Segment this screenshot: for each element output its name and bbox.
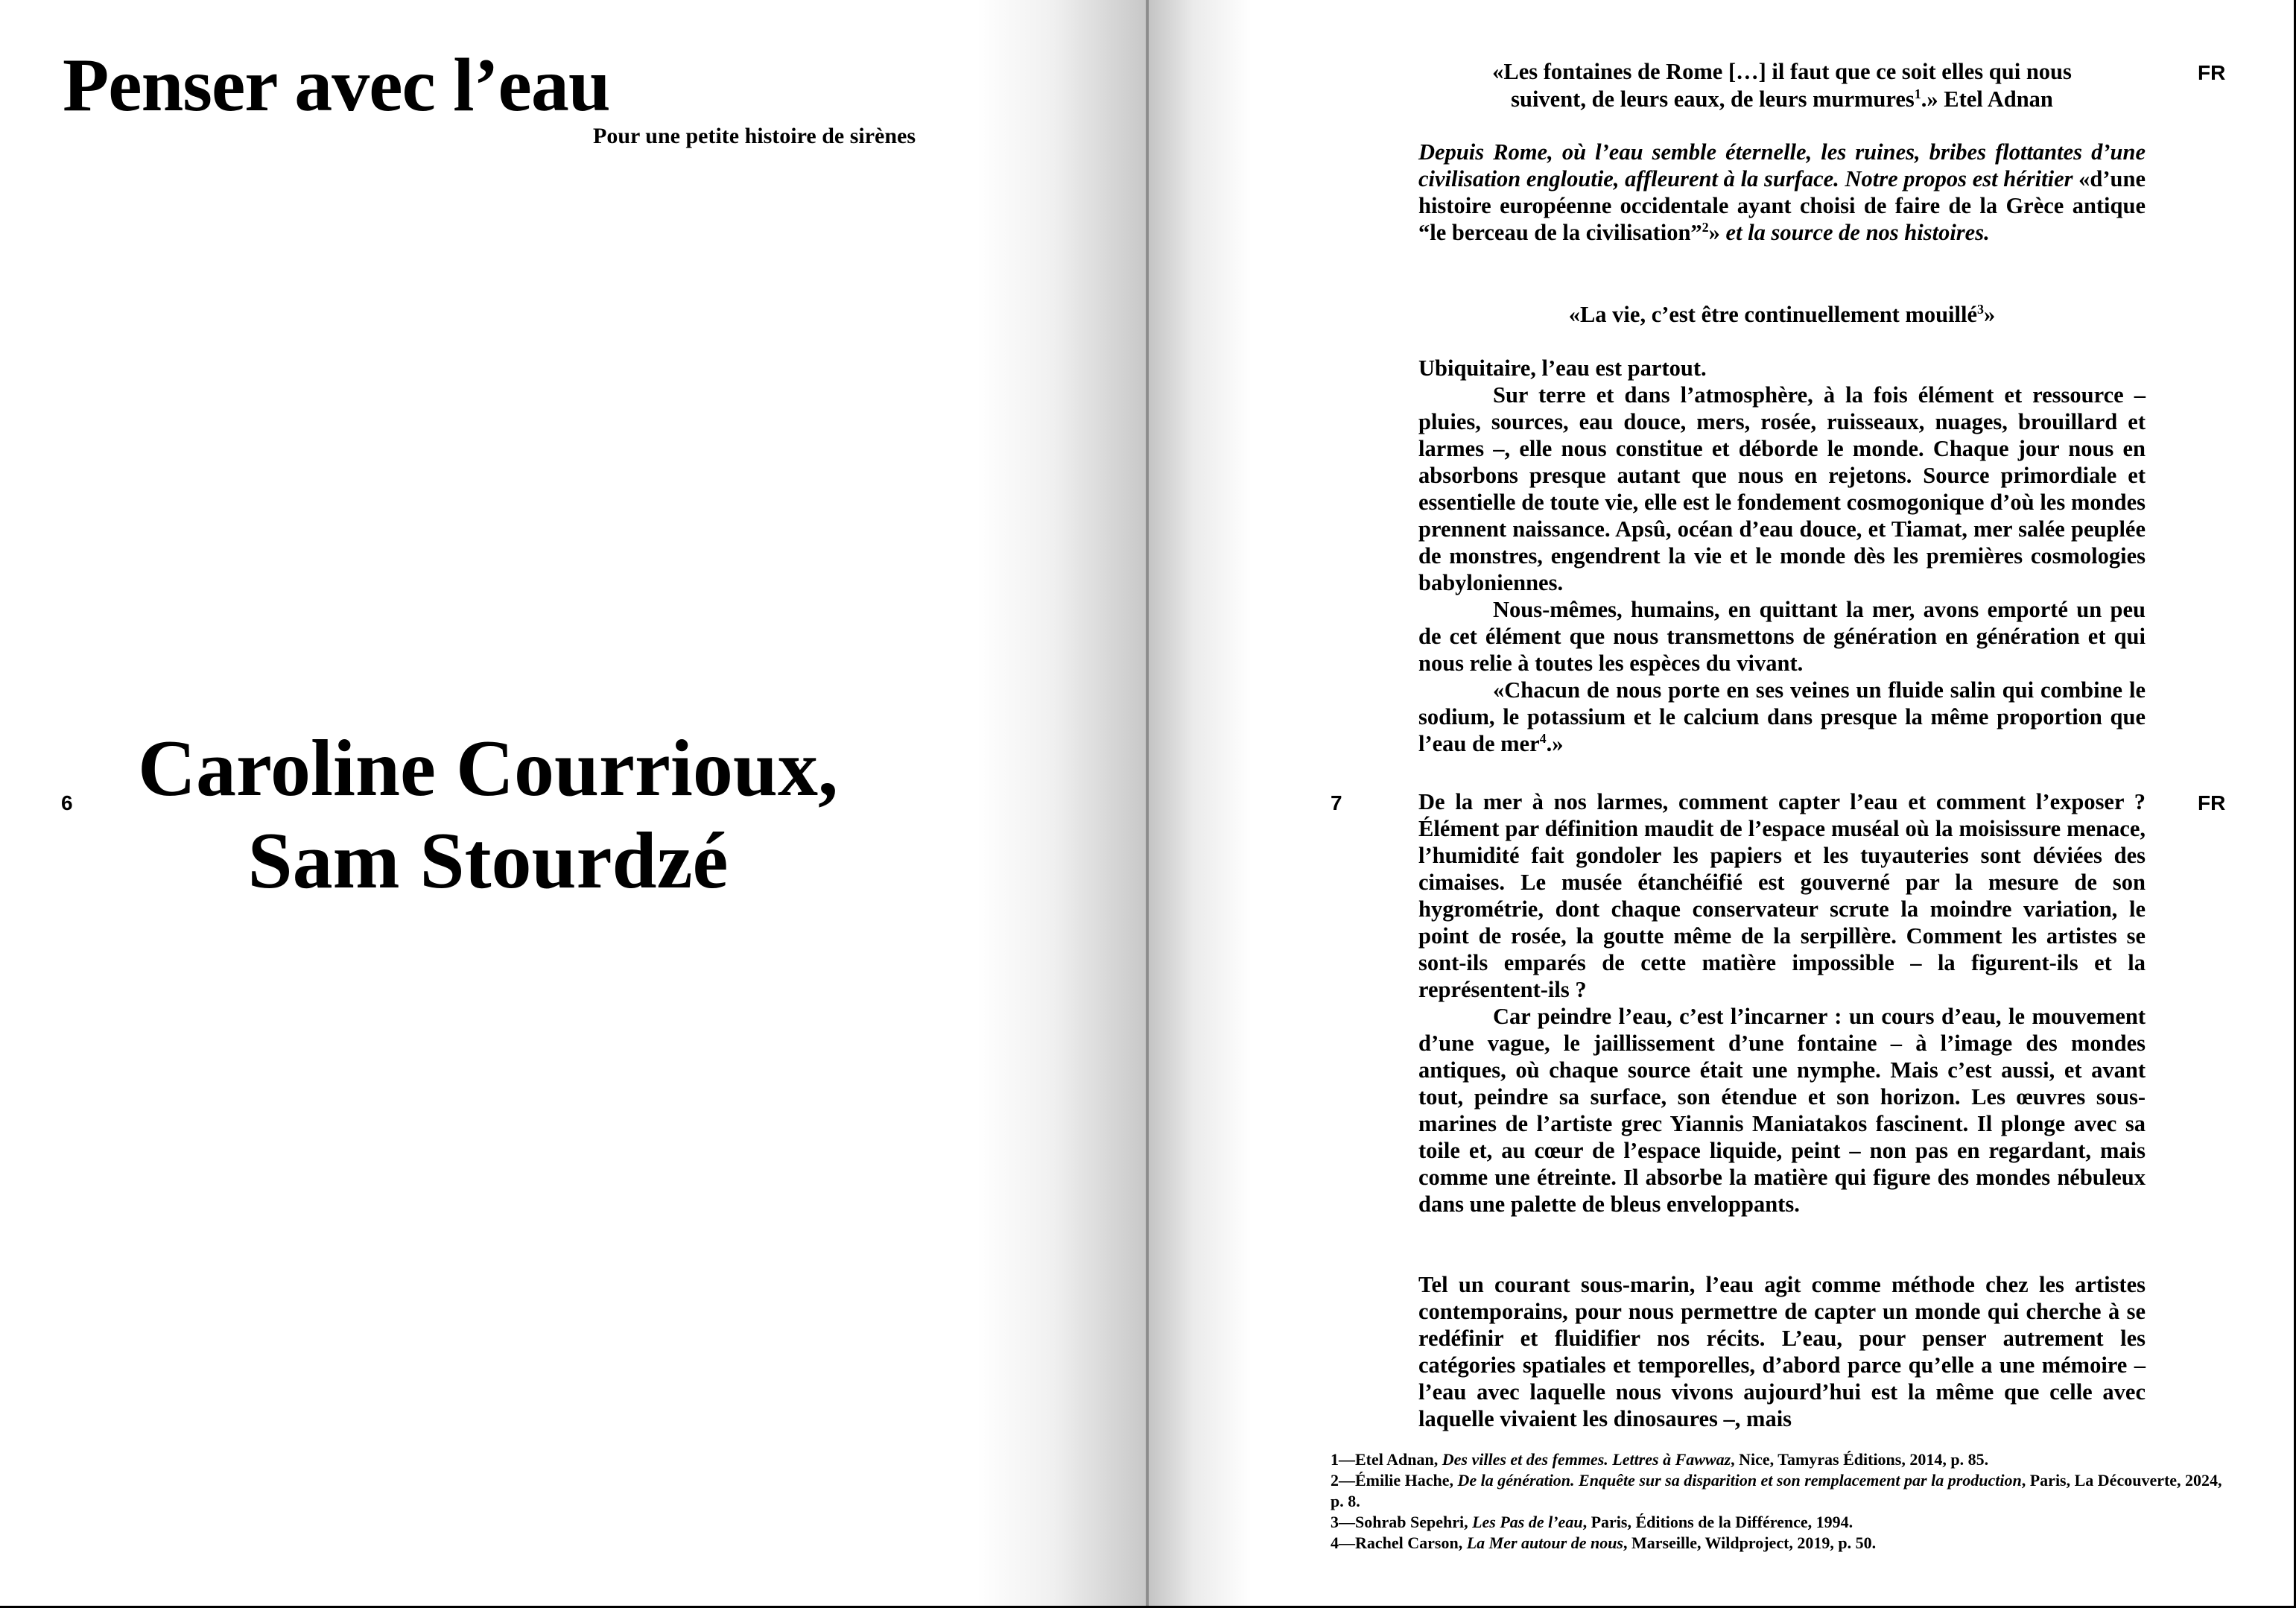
footnote-title: La Mer autour de nous <box>1466 1533 1623 1552</box>
authors <box>112 723 864 908</box>
footnote-title: Les Pas de l’eau <box>1472 1513 1583 1531</box>
footnote-author: Émilie Hache, <box>1355 1471 1458 1490</box>
footnote <box>1331 1533 2232 1554</box>
footnote-details: , Paris, Éditions de la Différence, 1994. <box>1582 1513 1853 1531</box>
body-section <box>1418 1271 2146 1432</box>
page-subtitle: Pour une petite histoire de sirènes <box>593 124 916 148</box>
gutter-shadow <box>1147 0 1252 1608</box>
paragraph: Ubiquitaire, l’eau est partout. <box>1418 355 1707 381</box>
language-label: FR <box>2198 791 2226 814</box>
footnote-ref[interactable]: 1 <box>1914 86 1921 101</box>
intro-italic: et la source de nos histoires. <box>1719 220 1990 245</box>
footnote-number: 4— <box>1331 1533 1355 1552</box>
footnote-ref[interactable]: 4 <box>1539 730 1547 746</box>
epigraph <box>1418 58 2146 113</box>
paragraph: Nous-mêmes, humains, en quittant la mer, avons emporté un peu de cet élément que nous transmettons de génération en génération et qui nous relie à toutes les espèces du vivant. <box>1418 597 2146 676</box>
body-section <box>1418 355 2146 757</box>
epigraph-text: suivent, de leurs eaux, de leurs murmures <box>1511 86 1915 112</box>
page-number-right: 7 <box>1331 791 1342 814</box>
epigraph-line <box>1418 86 2146 113</box>
footnotes <box>1331 1449 2232 1554</box>
author-2: Sam Stourdzé <box>247 817 729 905</box>
footnote-details: , Marseille, Wildproject, 2019, p. 50. <box>1623 1533 1877 1552</box>
paragraph: Sur terre et dans l’atmosphère, à la fois élément et ressource – pluies, sources, eau douce, mers, rosée, ruisseaux, nuages, brouillard et larmes –, elle nous constitue et déborde le monde. Chaque jour nous en absorbons presque autant que nous en rejetons. Source primordiale et essentielle de toute vie, elle est le fondement cosmogonique d’où les mondes prennent naissance. Apsû, océan d’eau douce, et Tiamat, mer salée peuplée de monstres, engendrent la vie et le monde dès les premières cosmologies babyloniennes. <box>1418 382 2146 595</box>
paragraph: Tel un courant sous-marin, l’eau agit comme méthode chez les artistes contemporains, pour nous permettre de capter un monde qui cherche à se redéfinir et fluidifier nos récits. L’eau, pour penser autrement les catégories spatiales et temporelles, d’abord parce qu’elle a une mémoire – l’eau avec laquelle nous vivons aujourd’hui est la même que celle avec laquelle vivaient les dinosaures –, mais <box>1418 1272 2146 1431</box>
author-1: Caroline Courrioux, <box>138 724 838 813</box>
footnote <box>1331 1470 2232 1512</box>
centered-quote <box>1418 301 2146 328</box>
epigraph-line: «Les fontaines de Rome […] il faut que ce soit elles qui nous <box>1492 59 2072 84</box>
footnote-details: , Paris, La Découverte, 2024, p. 8. <box>1331 1471 2222 1510</box>
page-title: Penser avec l’eau <box>63 43 610 127</box>
intro-quote-end: » <box>1708 220 1720 245</box>
quote-text: «Chacun de nous porte en ses veines un fluide salin qui combine le sodium, le potassium et le calcium dans presque la même proportion que l’eau de mer <box>1418 677 2146 756</box>
footnote-author: Rachel Carson, <box>1355 1533 1467 1552</box>
quote-end: » <box>1984 302 1996 327</box>
footnote-author: Etel Adnan, <box>1355 1450 1442 1469</box>
footnote-title: De la génération. Enquête sur sa disparition et son remplacement par la production <box>1457 1471 2022 1490</box>
language-label: FR <box>2198 61 2226 84</box>
footnote-number: 1— <box>1331 1450 1355 1469</box>
footnote-ref[interactable]: 3 <box>1977 301 1985 317</box>
page-number-left: 6 <box>61 791 73 814</box>
footnote-number: 3— <box>1331 1513 1355 1531</box>
footnote-author: Sohrab Sepehri, <box>1355 1513 1473 1531</box>
footnote-ref[interactable]: 2 <box>1702 219 1709 235</box>
footnote-details: , Nice, Tamyras Éditions, 2014, p. 85. <box>1731 1450 1989 1469</box>
quote-text: «La vie, c’est être continuellement mouillé <box>1568 302 1978 327</box>
gutter-shadow <box>976 0 1147 1608</box>
footnote <box>1331 1449 2232 1470</box>
epigraph-text: .» Etel Adnan <box>1921 86 2053 112</box>
paragraph: Car peindre l’eau, c’est l’incarner : un cours d’eau, le mouvement d’une vague, le jaillissement d’une fontaine – à l’image des mondes antiques, où chaque source était une nymphe. Mais c’est aussi, et avant tout, peindre sa surface, son étendue et son horizon. Les œuvres sous-marines de l’artiste grec Yiannis Maniatakos fascinent. Il plonge avec sa toile et, au cœur de l’espace liquide, peint – non pas en regardant, mais comme une étreinte. Il absorbe la matière qui figure des mondes nébuleux dans une palette de bleus enveloppants. <box>1418 1004 2146 1217</box>
paragraph: De la mer à nos larmes, comment capter l’eau et comment l’exposer ? Élément par définition maudit de l’espace muséal où la moisissure menace, l’humidité fait gondoler les papiers et les tuyauteries sont déviées des cimaises. Le musée étanchéifié est gouverné par la mesure de son hygrométrie, dont chaque conservateur scrute la moindre variation, le point de rosée, la goutte même de la serpillère. Comment les artistes se sont-ils emparés de cette matière impossible – la figurent-ils et la représentent-ils ? <box>1418 789 2146 1002</box>
footnote <box>1331 1512 2232 1533</box>
book-spine <box>1146 0 1149 1608</box>
intro-quote: «d’une histoire européenne occidentale ayant choisi de faire de la Grèce antique “le berceau de la civilisation” <box>1418 166 2146 245</box>
paragraph <box>1418 677 2146 757</box>
quote-end: .» <box>1546 731 1564 756</box>
footnote-number: 2— <box>1331 1471 1355 1490</box>
body-section <box>1418 788 2146 1218</box>
intro-paragraph <box>1418 139 2146 246</box>
intro-italic: Depuis Rome, où l’eau semble éternelle, les ruines, bribes flottantes d’une civilisation engloutie, affleurent à la surface. Notre propos est héritier <box>1418 139 2146 191</box>
footnote-title: Des villes et des femmes. Lettres à Fawwaz <box>1442 1450 1731 1469</box>
